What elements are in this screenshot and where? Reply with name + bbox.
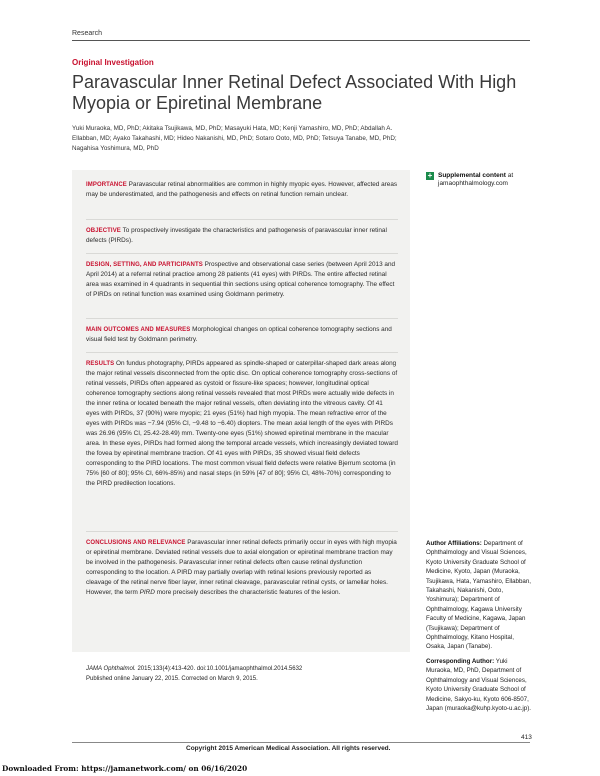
download-notice: Downloaded From: https://jamanetwork.com/ on 06/16/2020 [2,764,248,773]
citation-reference: 2015;133(4):413-420. doi:10.1001/jamaophthalmol.2014.5632 [137,666,303,672]
header-divider [72,40,530,41]
author-affiliations [426,539,532,713]
section-label: Research [72,30,102,37]
supplemental-content-link[interactable] [426,172,536,188]
footer-divider [72,742,530,743]
citation [86,664,406,684]
abstract-divider [86,219,398,220]
outcomes-text: Morphological changes on optical coherence tomography sections and visual field test by Goldmann perimetry. [86,326,392,343]
conclusions-text: Paravascular inner retinal defects primarily occur in eyes with high myopia or epiretinal membrane. Deviated retinal vessels due to axial elongation or epiretinal membrane traction may be involved in the pathogenesis. Paravascular inner retinal defects often cause retinal dysfunction corresponding to the location. A PIRD may partially overlap with retinal lesions previously reported as cleavage of the retinal nerve fiber layer, inner retinal cleavage, paravascular retinal cysts, or lamellar holes. However, the term [86,539,397,596]
design-text: Prospective and observational case series (between April 2013 and April 2014) at a referral retinal practice among 28 patients (41 eyes) with PIRDs. The entire affected retinal area was examined in 4 quadrants in sequential thin sections using optical coherence tomography. The effect of PIRDs on retinal function was examined using Goldmann perimetry. [86,261,396,298]
article-title: Paravascular Inner Retinal Defect Associated With High Myopia or Epiretinal Membrane [72,72,517,113]
corresponding-author-text: Yuki Muraoka, MD, PhD, Department of Ophthalmology and Visual Sciences, Kyoto University Graduate School of Medicine, Sakyo-ku, Kyoto 606-8507, Japan (muraoka@kuhp.kyoto-u.ac.jp). [426,657,531,712]
abstract-divider [86,531,398,532]
page-number: 413 [521,734,532,741]
outcomes-heading: MAIN OUTCOMES AND MEASURES [86,327,191,333]
supplemental-label: Supplemental content [438,172,506,179]
affiliations-text: Department of Ophthalmology and Visual Sciences, Kyoto University Graduate School of Medicine, Kyoto, Japan (Muraoka, Tsujikawa, Hata, Yamashiro, Ellabban, Takahashi, Nakanishi, Ooto, Yoshimura); Department of Ophthalmology, Kagawa University Faculty of Medicine, Kagawa, Japan (Tsujikawa); Department of Ophthalmology, Kitano Hospital, Osaka, Japan (Tanabe). [426,540,532,651]
importance-heading: IMPORTANCE [86,182,127,188]
results-text: On fundus photography, PIRDs appeared as spindle-shaped or caterpillar-shaped dark areas along the major retinal vessels disconnected from the optic disc. On optical coherence tomography cross-sections of retinal vessels, PIRDs often appeared as cystoid or fissure-like spaces; however, longitudinal optical coherence tomography sections along retinal vessels revealed that most PIRDs were actually wide defects in the inner retina or located beneath the major retinal vessels, often deviating into the vitreous cavity. Of 41 eyes with PIRDs, 37 (90%) were myopic; 21 eyes (51%) had high myopia. The mean refractive error of the eyes with PIRDs was −7.94 (95% CI, −9.48 to −6.40) diopters. The mean axial length of the eyes with PIRDs was 26.96 (95% CI, 25.42-28.49) mm. Twenty-one eyes (51%) showed epiretinal membrane in the macular area. In these eyes, PIRDs had formed along the temporal arcade vessels, which increasingly deviated toward the fovea by epiretinal membrane traction. Of 41 eyes with PIRDs, 35 showed visual field defects corresponding to the PIRD locations. The most common visual field defects were relative Bjerrum scotoma (in 75% [60 of 80]; 95% CI, 66%-85%) and nasal steps (in 59% [47 of 80]; 95% CI, 48%-70%) corresponding to the PIRD predilection locations. [86,360,398,487]
conclusions-heading: CONCLUSIONS AND RELEVANCE [86,540,186,546]
affiliations-heading: Author Affiliations: [426,540,482,547]
abstract-conclusions [86,538,398,598]
abstract-divider [86,318,398,319]
publication-dates: Published online January 22, 2015. Corrected on March 9, 2015. [86,676,258,682]
supplemental-rest: at jamaophthalmology.com [438,172,514,187]
plus-icon: + [427,171,433,180]
journal-name: JAMA Ophthalmol. [86,666,136,672]
abstract-results [86,359,398,489]
abstract-divider [86,352,398,353]
conclusions-text-end: more precisely describes the characteristic features of the lesion. [156,589,341,596]
abstract-design [86,260,398,300]
author-list: Yuki Muraoka, MD, PhD; Akitaka Tsujikawa, MD, PhD; Masayuki Hata, MD; Kenji Yamashiro, MD, PhD; Abdallah A. Ellabban, MD; Ayako Takahashi, MD; Hideo Nakanishi, MD, PhD; Sotaro Ooto, MD, PhD; Tetsuya Tanabe, MD, PhD; Nagahisa Yoshimura, MD, PhD [72,125,397,152]
abstract-outcomes [86,325,398,345]
corresponding-author-heading: Corresponding Author: [426,657,495,665]
abstract-objective [86,226,398,246]
article-type: Original Investigation [72,58,154,67]
copyright-notice: Copyright 2015 American Medical Association. All rights reserved. [186,745,391,752]
objective-heading: OBJECTIVE [86,228,121,234]
abstract-divider [86,253,398,254]
supplemental-text [426,172,536,188]
results-heading: RESULTS [86,361,115,367]
conclusions-term: PIRD [139,589,155,596]
design-heading: DESIGN, SETTING, AND PARTICIPANTS [86,262,203,268]
objective-text: To prospectively investigate the characteristics and pathogenesis of paravascular inner retinal defects (PIRDs). [86,227,387,244]
importance-text: Paravascular retinal abnormalities are common in highly myopic eyes. However, affected areas may be underestimated, and the pathogenesis and effects on retinal function remain unclear. [86,181,398,198]
abstract-importance [86,180,398,200]
